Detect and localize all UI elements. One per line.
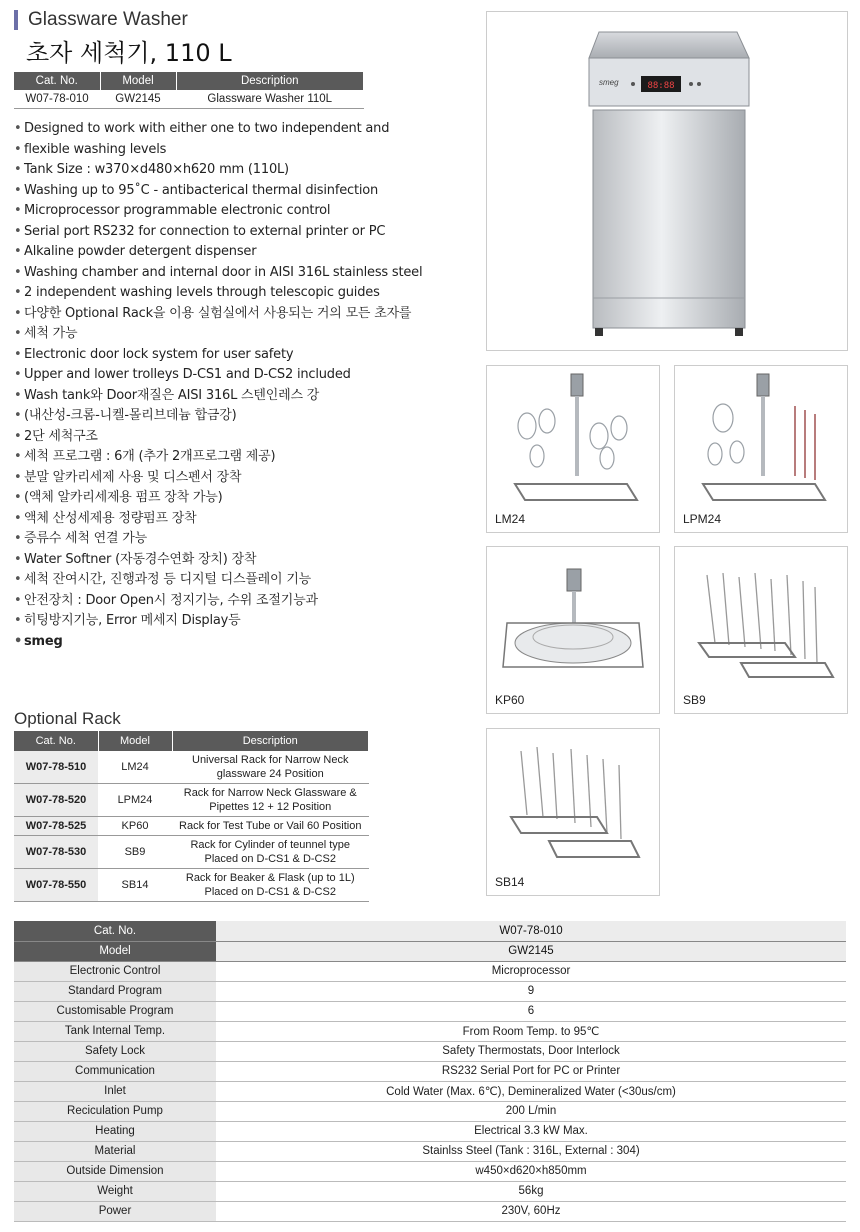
spec-label: Electronic Control bbox=[14, 961, 216, 981]
product-table-header bbox=[14, 72, 364, 90]
spec-table bbox=[14, 921, 846, 1222]
table-row bbox=[14, 1141, 846, 1161]
page-title-en: Glassware Washer bbox=[28, 9, 188, 30]
rack-lm24-illustration bbox=[487, 366, 659, 506]
rack-lpm24-illustration bbox=[675, 366, 847, 506]
header-cat-no: Cat. No. bbox=[14, 731, 98, 751]
spec-value: From Room Temp. to 95℃ bbox=[216, 1021, 846, 1041]
desc-line: Placed on D-CS1 & D-CS2 bbox=[204, 886, 336, 898]
table-row bbox=[14, 1121, 846, 1141]
list-item: • 액체 산성세제용 정량펌프 장착 bbox=[14, 509, 474, 530]
rack-photo-sb9 bbox=[674, 546, 848, 714]
list-item: • flexible washing levels bbox=[14, 140, 474, 161]
title-accent-bar bbox=[14, 10, 18, 30]
cell-model: GW2145 bbox=[100, 90, 176, 108]
rack-photo-sb14 bbox=[486, 728, 660, 896]
spec-value: 6 bbox=[216, 1001, 846, 1021]
spec-label: Material bbox=[14, 1141, 216, 1161]
list-item: • Washing chamber and internal door in AISI 316L stainless steel bbox=[14, 263, 474, 284]
optional-rack-header bbox=[14, 731, 369, 751]
list-item-brand: • smeg bbox=[14, 632, 474, 653]
product-table bbox=[14, 72, 364, 109]
list-item: • Alkaline powder detergent dispenser bbox=[14, 242, 474, 263]
spec-value: 56kg bbox=[216, 1181, 846, 1201]
cell-cat-no: W07-78-010 bbox=[14, 90, 100, 108]
spec-value: Microprocessor bbox=[216, 961, 846, 981]
list-item: • Tank Size : w370×d480×h620 mm (110L) bbox=[14, 160, 474, 181]
caption-lpm24: LPM24 bbox=[683, 512, 722, 526]
optional-rack-title: Optional Rack bbox=[14, 709, 121, 728]
desc-line: Universal Rack for Narrow Neck bbox=[192, 754, 349, 766]
rack-photo-lm24 bbox=[486, 365, 660, 533]
header-description: Description bbox=[172, 731, 369, 751]
spec-value: Stainlss Steel (Tank : 316L, External : 304) bbox=[216, 1141, 846, 1161]
list-item: • Washing up to 95˚C - antibacterical thermal disinfection bbox=[14, 181, 474, 202]
spec-label: Customisable Program bbox=[14, 1001, 216, 1021]
list-item: • Microprocessor programmable electronic control bbox=[14, 201, 474, 222]
washer-photo bbox=[486, 11, 848, 351]
list-item: • 세척 잔여시간, 진행과정 등 디지털 디스플레이 기능 bbox=[14, 570, 474, 591]
list-item: • Water Softner (자동경수연화 장치) 장착 bbox=[14, 550, 474, 571]
spec-value: Electrical 3.3 kW Max. bbox=[216, 1121, 846, 1141]
spec-label: Safety Lock bbox=[14, 1041, 216, 1061]
spec-label: Power bbox=[14, 1201, 216, 1221]
header-description: Description bbox=[176, 72, 364, 90]
spec-label: Inlet bbox=[14, 1081, 216, 1101]
rack-photo-kp60 bbox=[486, 546, 660, 714]
spec-label: Communication bbox=[14, 1061, 216, 1081]
spec-value: w450×d620×h850mm bbox=[216, 1161, 846, 1181]
cell-description bbox=[172, 869, 369, 902]
list-item: • 분말 알카리세제 사용 및 디스펜서 장착 bbox=[14, 468, 474, 489]
table-row bbox=[14, 817, 369, 836]
cell-model: KP60 bbox=[98, 817, 172, 836]
table-row bbox=[14, 1181, 846, 1201]
spec-label: Model bbox=[14, 941, 216, 961]
rack-kp60-illustration bbox=[487, 547, 659, 687]
spec-label: Tank Internal Temp. bbox=[14, 1021, 216, 1041]
list-item: • (내산성-크롬-니켈-몰리브데늄 합금강) bbox=[14, 406, 474, 427]
cell-description: Glassware Washer 110L bbox=[176, 90, 364, 108]
cell-description bbox=[172, 836, 369, 869]
list-item: • (액체 알카리세제용 펌프 장착 가능) bbox=[14, 488, 474, 509]
rack-sb9-illustration bbox=[675, 547, 847, 687]
table-row bbox=[14, 981, 846, 1001]
rack-sb14-illustration bbox=[487, 729, 659, 869]
cell-model: SB14 bbox=[98, 869, 172, 902]
desc-line: glassware 24 Position bbox=[216, 768, 324, 780]
cell-description bbox=[172, 751, 369, 784]
table-row bbox=[14, 1001, 846, 1021]
table-row bbox=[14, 1101, 846, 1121]
table-row bbox=[14, 836, 369, 869]
cell-cat-no: W07-78-525 bbox=[14, 817, 98, 836]
rack-photo-lpm24 bbox=[674, 365, 848, 533]
caption-sb14: SB14 bbox=[495, 875, 525, 889]
page-title-ko: 초자 세척기, 110 L bbox=[26, 39, 232, 67]
list-item: • 증류수 세척 연결 가능 bbox=[14, 529, 474, 550]
table-row bbox=[14, 1041, 846, 1061]
list-item: • 안전장치 : Door Open시 정지기능, 수위 조절기능과 bbox=[14, 591, 474, 612]
spec-row-model bbox=[14, 941, 846, 961]
cell-cat-no: W07-78-550 bbox=[14, 869, 98, 902]
list-item: • Serial port RS232 for connection to external printer or PC bbox=[14, 222, 474, 243]
list-item: • 2 independent washing levels through telescopic guides bbox=[14, 283, 474, 304]
spec-value: Cold Water (Max. 6℃), Demineralized Water (<30us/cm) bbox=[216, 1081, 846, 1101]
desc-line: Placed on D-CS1 & D-CS2 bbox=[204, 853, 336, 865]
spec-value: 230V, 60Hz bbox=[216, 1201, 846, 1221]
feature-list bbox=[14, 119, 474, 652]
spec-label: Cat. No. bbox=[14, 921, 216, 941]
table-row bbox=[14, 1161, 846, 1181]
spec-value: Safety Thermostats, Door Interlock bbox=[216, 1041, 846, 1061]
spec-label: Reciculation Pump bbox=[14, 1101, 216, 1121]
header-model: Model bbox=[100, 72, 176, 90]
spec-value: W07-78-010 bbox=[216, 921, 846, 941]
header-cat-no: Cat. No. bbox=[14, 72, 100, 90]
spec-value: GW2145 bbox=[216, 941, 846, 961]
list-item: • Upper and lower trolleys D-CS1 and D-CS2 included bbox=[14, 365, 474, 386]
cell-description bbox=[172, 784, 369, 817]
list-item: • 2단 세척구조 bbox=[14, 427, 474, 448]
spec-label: Outside Dimension bbox=[14, 1161, 216, 1181]
table-row bbox=[14, 751, 369, 784]
cell-description: Rack for Test Tube or Vail 60 Position bbox=[172, 817, 369, 836]
desc-line: Pipettes 12 + 12 Position bbox=[209, 801, 332, 813]
list-item: • Wash tank와 Door재질은 AISI 316L 스텐인레스 강 bbox=[14, 386, 474, 407]
table-row bbox=[14, 961, 846, 981]
cell-model: LPM24 bbox=[98, 784, 172, 817]
table-row bbox=[14, 90, 364, 108]
list-item: • 세척 프로그램 : 6개 (추가 2개프로그램 제공) bbox=[14, 447, 474, 468]
cell-cat-no: W07-78-530 bbox=[14, 836, 98, 869]
list-item: • Designed to work with either one to two independent and bbox=[14, 119, 474, 140]
desc-line: Rack for Beaker & Flask (up to 1L) bbox=[185, 872, 355, 884]
spec-label: Standard Program bbox=[14, 981, 216, 1001]
caption-sb9: SB9 bbox=[683, 693, 706, 707]
table-row bbox=[14, 1201, 846, 1221]
table-row bbox=[14, 869, 369, 902]
list-item: • Electronic door lock system for user safety bbox=[14, 345, 474, 366]
cell-cat-no: W07-78-510 bbox=[14, 751, 98, 784]
cell-model: LM24 bbox=[98, 751, 172, 784]
spec-label: Heating bbox=[14, 1121, 216, 1141]
optional-rack-table bbox=[14, 731, 369, 902]
spec-value: 200 L/min bbox=[216, 1101, 846, 1121]
list-item: • 히팅방지기능, Error 메세지 Display등 bbox=[14, 611, 474, 632]
spec-row-cat-no bbox=[14, 921, 846, 941]
cell-model: SB9 bbox=[98, 836, 172, 869]
header-model: Model bbox=[98, 731, 172, 751]
washer-display-readout: 88:88 bbox=[647, 81, 675, 91]
table-row bbox=[14, 1081, 846, 1101]
desc-line: Rack for Cylinder of teunnel type bbox=[190, 839, 351, 851]
list-item: • 다양한 Optional Rack을 이용 실험실에서 사용되는 거의 모든 초자를 bbox=[14, 304, 474, 325]
caption-lm24: LM24 bbox=[495, 512, 526, 526]
spec-value: 9 bbox=[216, 981, 846, 1001]
washer-illustration bbox=[487, 12, 847, 350]
list-item: • 세척 가능 bbox=[14, 324, 474, 345]
caption-kp60: KP60 bbox=[495, 693, 525, 707]
table-row bbox=[14, 1021, 846, 1041]
table-row bbox=[14, 1061, 846, 1081]
spec-value: RS232 Serial Port for PC or Printer bbox=[216, 1061, 846, 1081]
table-row bbox=[14, 784, 369, 817]
spec-label: Weight bbox=[14, 1181, 216, 1201]
desc-line: Rack for Narrow Neck Glassware & bbox=[183, 787, 357, 799]
cell-cat-no: W07-78-520 bbox=[14, 784, 98, 817]
washer-brand-logo: smeg bbox=[599, 78, 619, 87]
